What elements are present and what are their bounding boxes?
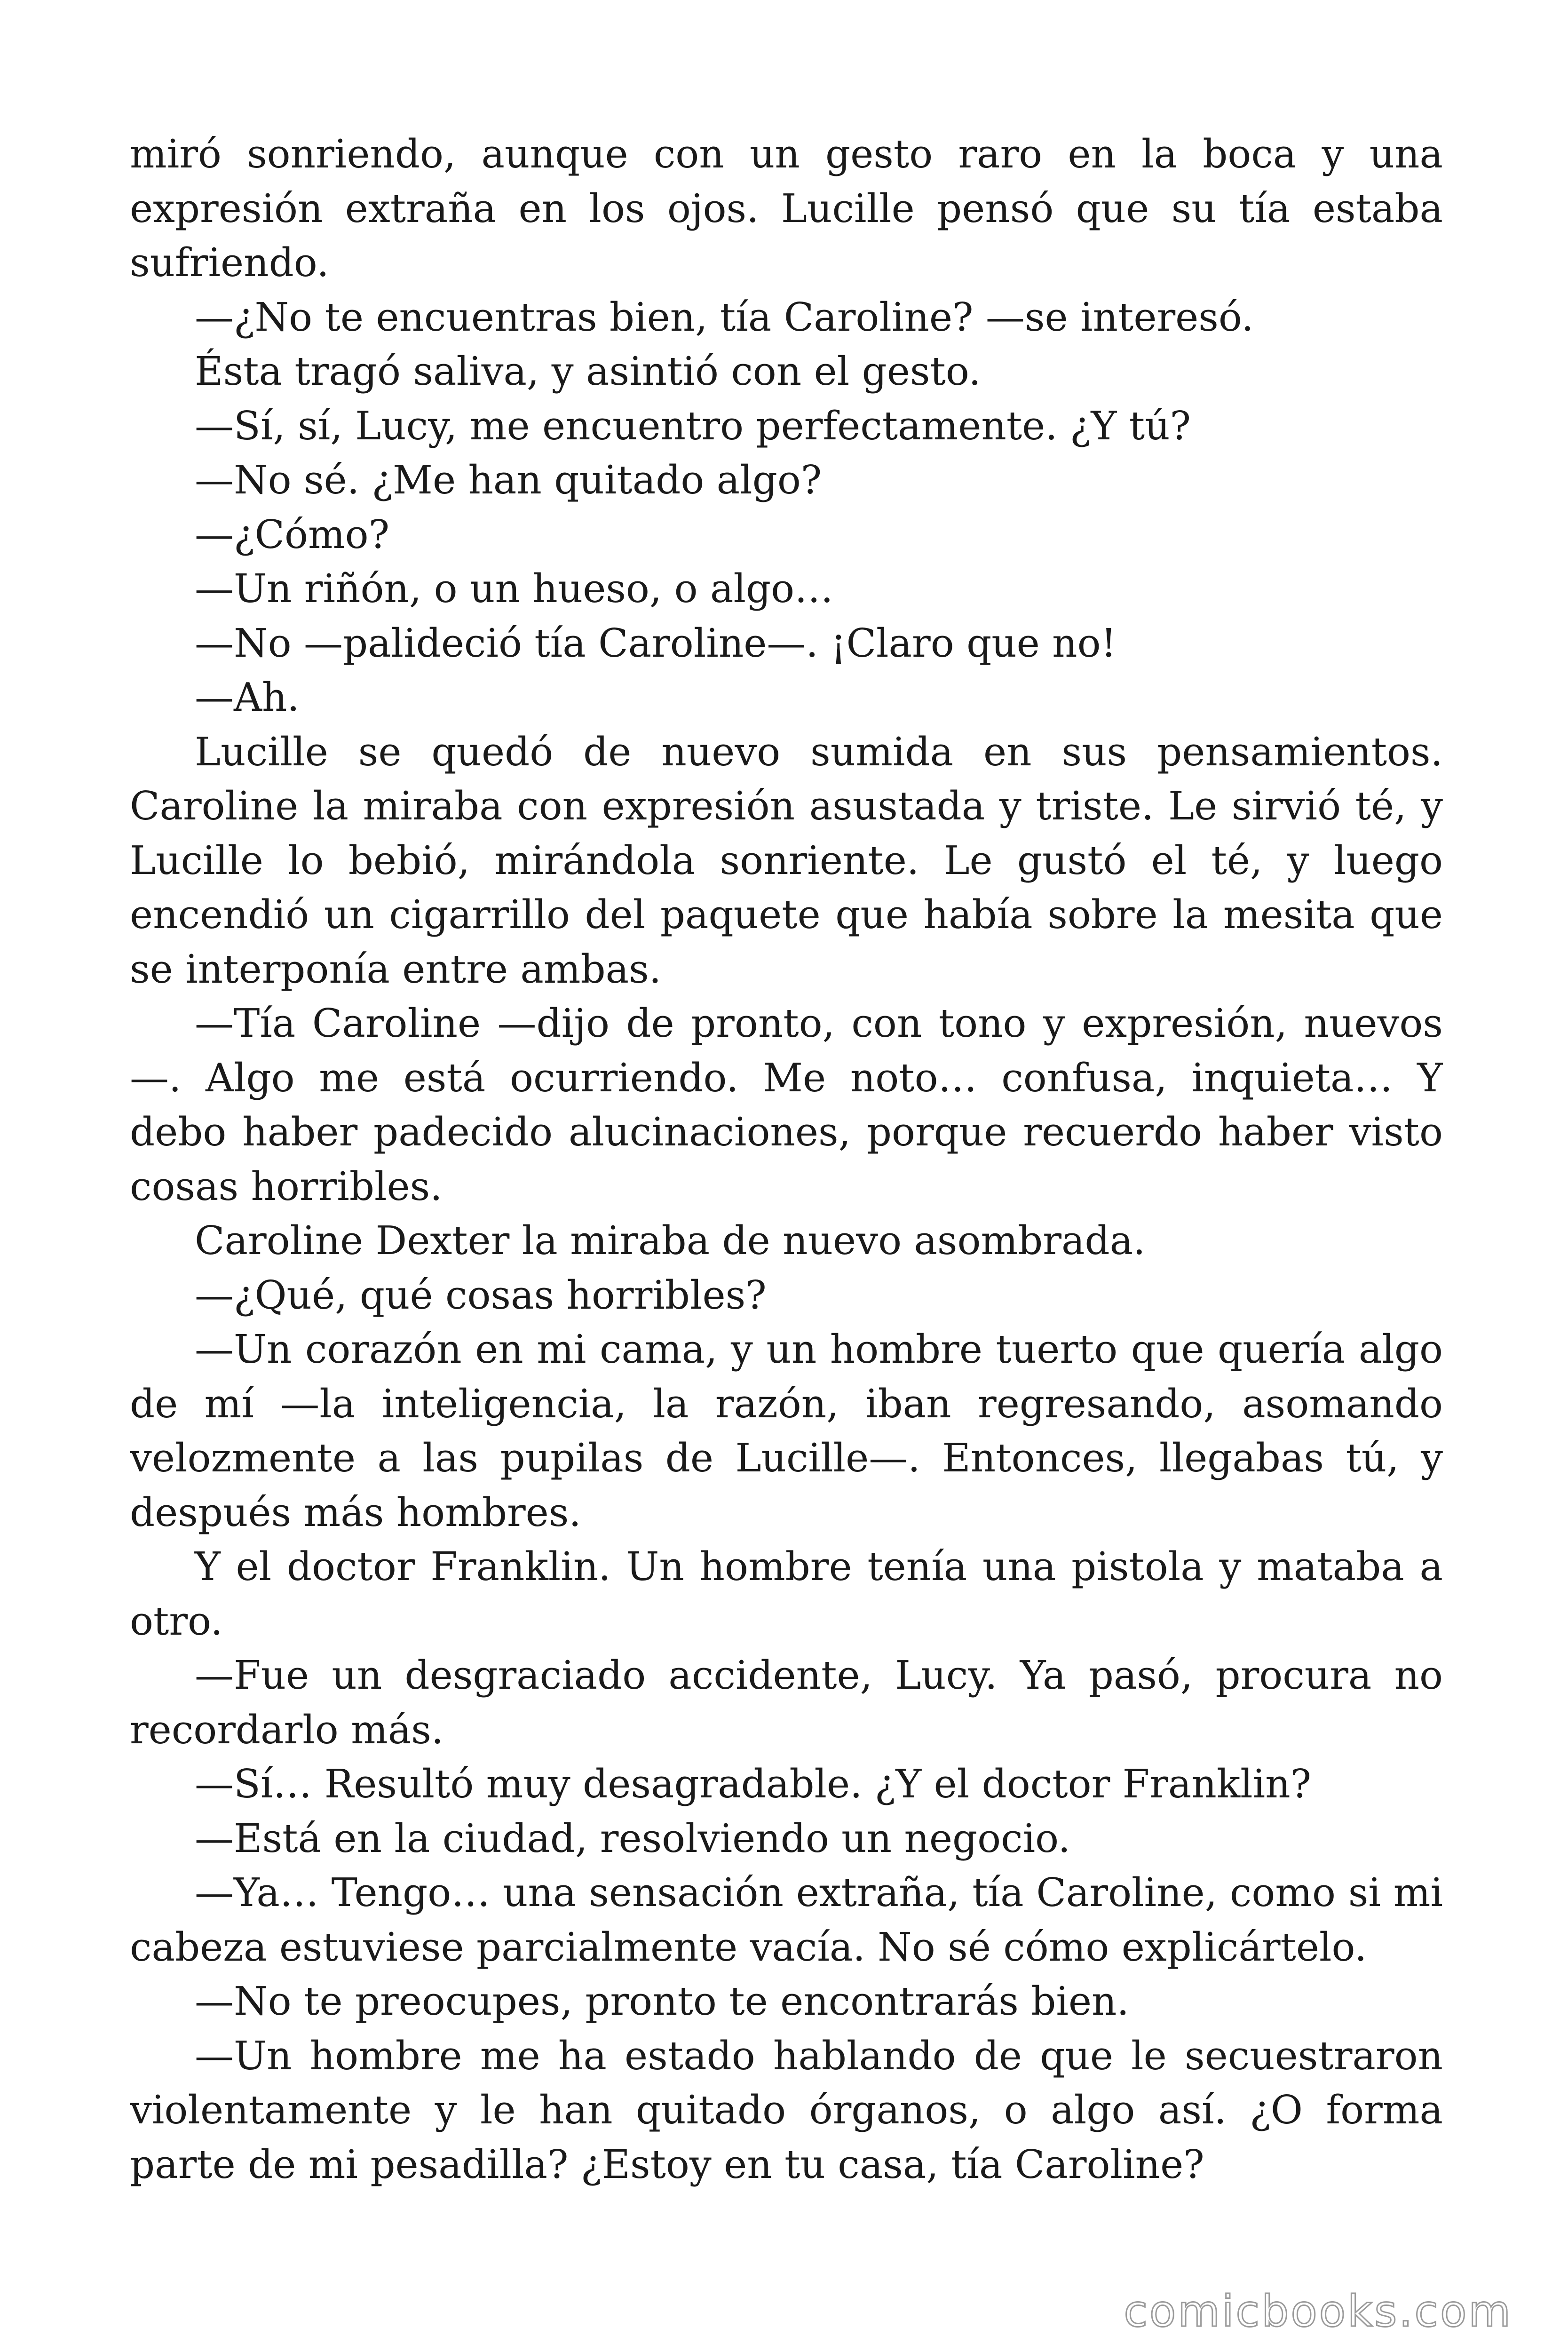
paragraph: —Tía Caroline —dijo de pronto, con tono y expresión, nuevos—. Algo me está ocurriendo. Me noto… confusa, inquieta… Y debo haber padecido alucinaciones, porque recuerdo haber visto cosas horribles.	[130, 1001, 1443, 1209]
paragraph: —Está en la ciudad, resolviendo un negocio.	[195, 1815, 1071, 1861]
paragraph: miró sonriendo, aunque con un gesto raro en la boca y una expresión extraña en los ojos. Lucille pensó que su tía estaba sufriendo.	[130, 131, 1443, 286]
paragraph: —Un riñón, o un hueso, o algo…	[195, 566, 834, 612]
paragraph: Ésta tragó saliva, y asintió con el gesto.	[195, 349, 981, 394]
paragraph: —Fue un desgraciado accidente, Lucy. Ya pasó, procura no recordarlo más.	[130, 1653, 1443, 1753]
paragraph: Caroline Dexter la miraba de nuevo asombrada.	[195, 1218, 1146, 1263]
paragraph: —Un hombre me ha estado hablando de que le secuestraron violentamente y le han quitado órganos, o algo así. ¿O forma parte de mi pesadilla? ¿Estoy en tu casa, tía Caroline?	[130, 2033, 1443, 2187]
paragraph: —No —palideció tía Caroline—. ¡Claro que no!	[195, 620, 1117, 666]
paragraph: —¿No te encuentras bien, tía Caroline? —se interesó.	[195, 294, 1254, 340]
body-text	[130, 127, 1443, 2192]
watermark: comicbooks.com	[1124, 2286, 1513, 2336]
paragraph: —¿Cómo?	[195, 511, 390, 557]
paragraph: Y el doctor Franklin. Un hombre tenía una pistola y mataba a otro.	[130, 1544, 1443, 1644]
book-page	[130, 127, 1443, 2220]
paragraph: —Sí… Resultó muy desagradable. ¿Y el doctor Franklin?	[195, 1761, 1312, 1807]
paragraph: —Ah.	[195, 675, 300, 720]
paragraph: —Sí, sí, Lucy, me encuentro perfectamente. ¿Y tú?	[195, 403, 1191, 449]
paragraph: —No sé. ¿Me han quitado algo?	[195, 457, 822, 503]
paragraph: —No te preocupes, pronto te encontrarás bien.	[195, 1979, 1129, 2024]
paragraph: —Ya… Tengo… una sensación extraña, tía Caroline, como si mi cabeza estuviese parcialmente vacía. No sé cómo explicártelo.	[130, 1870, 1443, 1970]
paragraph: —¿Qué, qué cosas horribles?	[195, 1272, 767, 1318]
paragraph: —Un corazón en mi cama, y un hombre tuerto que quería algo de mí —la inteligencia, la razón, iban regresando, asomando velozmente a las pupilas de Lucille—. Entonces, llegabas tú, y después más hombres.	[130, 1327, 1443, 1535]
paragraph: Lucille se quedó de nuevo sumida en sus pensamientos. Caroline la miraba con expresión asustada y triste. Le sirvió té, y Lucille lo bebió, mirándola sonriente. Le gustó el té, y luego encendió un cigarrillo del paquete que había sobre la mesita que se interponía entre ambas.	[130, 729, 1443, 992]
